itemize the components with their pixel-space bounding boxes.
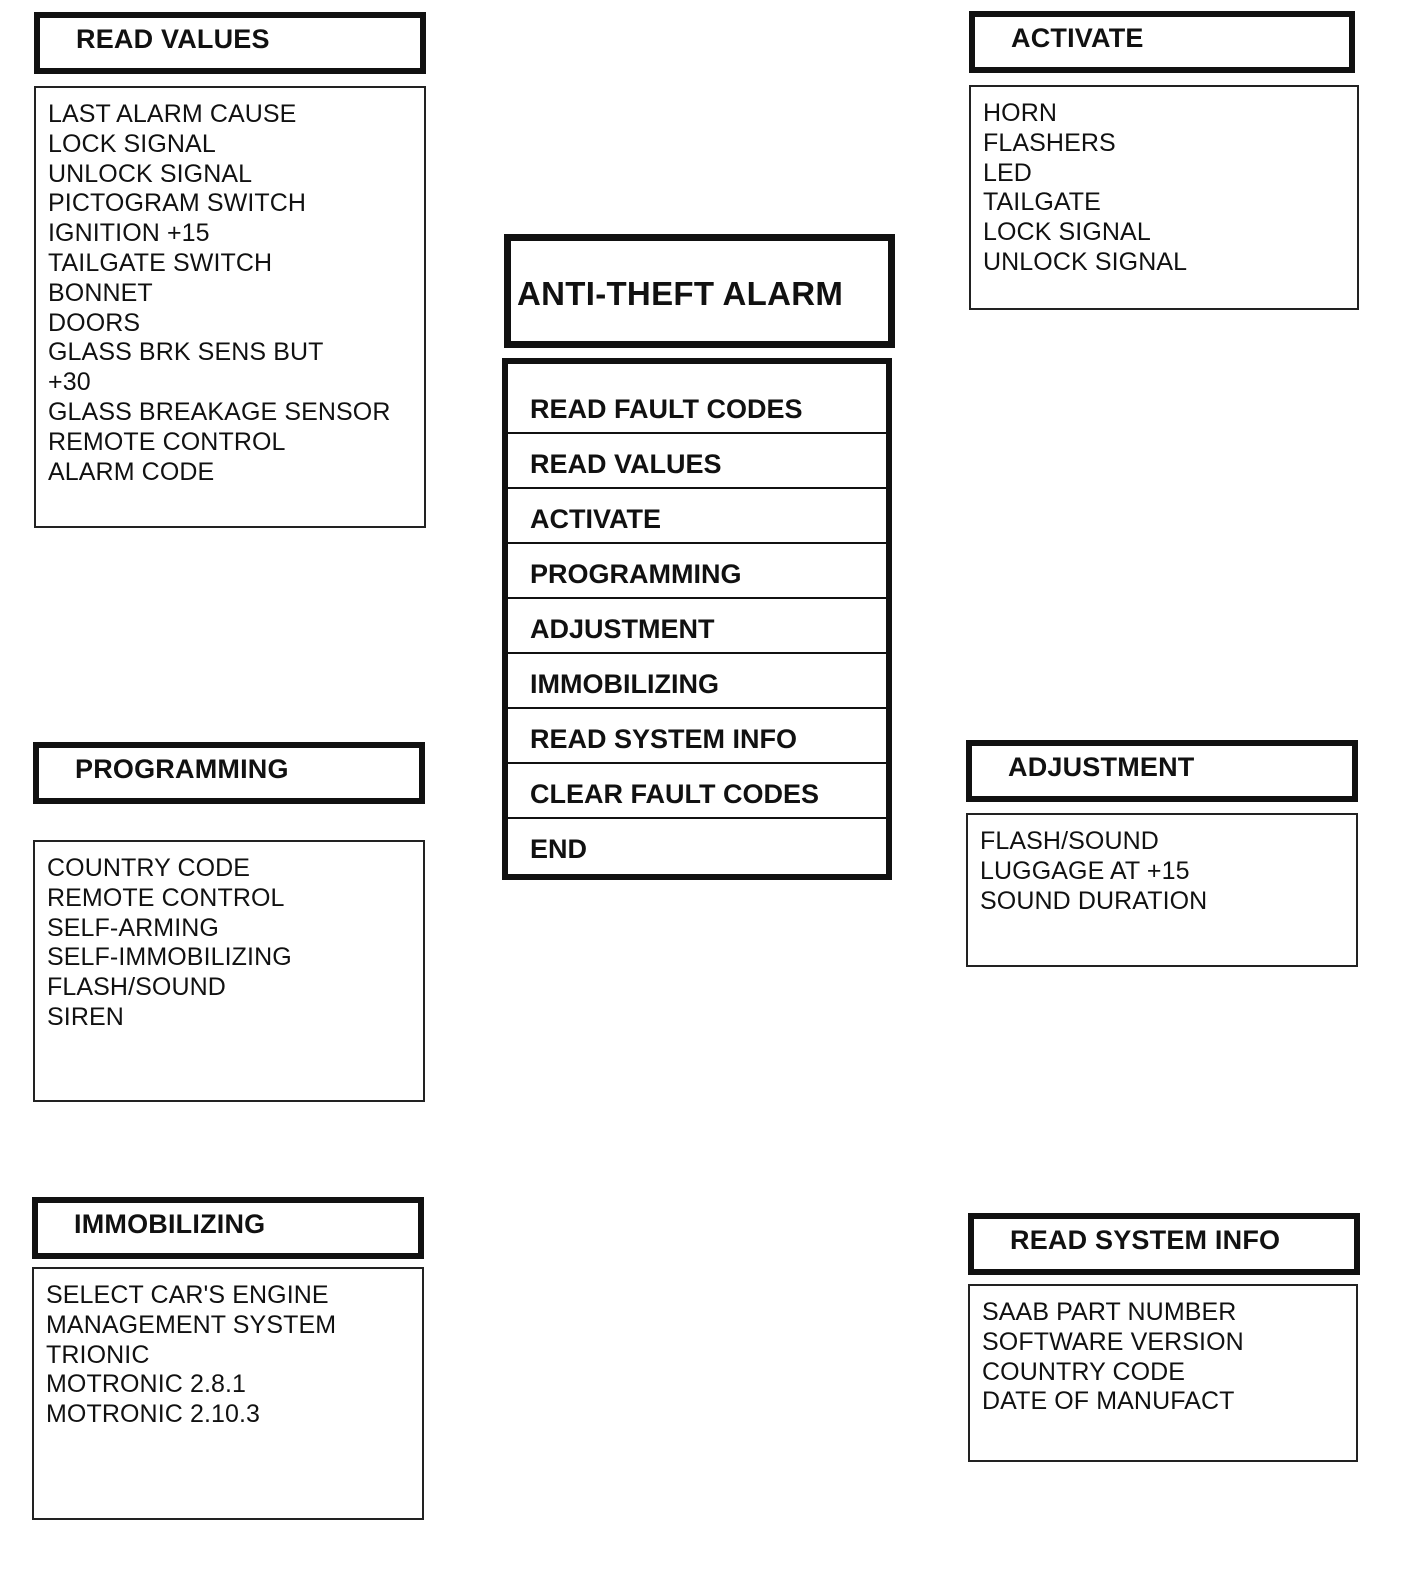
list-item: SOUND DURATION (980, 886, 1208, 915)
list-item: DOORS (48, 308, 141, 337)
activate-list (969, 85, 1359, 310)
list-item: LOCK SIGNAL (48, 129, 216, 158)
list-item: DATE OF MANUFACT (982, 1387, 1235, 1416)
list-item: MOTRONIC 2.10.3 (46, 1400, 261, 1429)
menu-item-read-system-info[interactable]: READ SYSTEM INFO (508, 709, 886, 764)
main-menu (502, 358, 892, 880)
menu-item-adjustment[interactable]: ADJUSTMENT (508, 599, 886, 654)
menu-item-read-values[interactable]: READ VALUES (508, 434, 886, 489)
adjustment-list (966, 813, 1358, 967)
list-item: MOTRONIC 2.8.1 (46, 1370, 247, 1399)
list-item: SOFTWARE VERSION (982, 1327, 1244, 1356)
list-item: BONNET (48, 278, 153, 307)
read-system-info-list (968, 1284, 1358, 1462)
list-item: PICTOGRAM SWITCH (48, 189, 307, 218)
activate-title-box (969, 11, 1355, 73)
list-item: GLASS BREAKAGE SENSOR (48, 397, 391, 426)
menu-item-programming[interactable]: PROGRAMMING (508, 544, 886, 599)
list-item: REMOTE CONTROL (47, 883, 285, 912)
read-values-list (34, 86, 426, 528)
programming-title: PROGRAMMING (75, 754, 289, 784)
immobilizing-list (32, 1267, 424, 1520)
menu-item-activate[interactable]: ACTIVATE (508, 489, 886, 544)
list-item: UNLOCK SIGNAL (48, 159, 253, 188)
list-item: GLASS BRK SENS BUT (48, 338, 324, 367)
list-item: TRIONIC (46, 1340, 150, 1369)
immobilizing-title-box (32, 1197, 424, 1259)
list-item: REMOTE CONTROL (48, 427, 286, 456)
list-item: LUGGAGE AT +15 (980, 856, 1190, 885)
anti-theft-alarm-title-box (504, 234, 895, 348)
menu-item-immobilizing[interactable]: IMMOBILIZING (508, 654, 886, 709)
list-item: ALARM CODE (48, 457, 215, 486)
list-item: LOCK SIGNAL (983, 218, 1151, 247)
menu-item-clear-fault-codes[interactable]: CLEAR FAULT CODES (508, 764, 886, 819)
list-item: COUNTRY CODE (982, 1357, 1186, 1386)
activate-title: ACTIVATE (1011, 23, 1144, 53)
read-values-title-box (34, 12, 426, 74)
list-item: FLASH/SOUND (980, 827, 1159, 855)
list-item: TAILGATE (983, 188, 1101, 217)
adjustment-title-box (966, 740, 1358, 802)
list-item: UNLOCK SIGNAL (983, 247, 1188, 276)
list-item: TAILGATE SWITCH (48, 248, 273, 277)
list-item: LED (983, 158, 1032, 187)
read-system-info-title: READ SYSTEM INFO (1010, 1225, 1281, 1255)
immobilizing-title: IMMOBILIZING (74, 1209, 266, 1239)
list-item: SELF-IMMOBILIZING (47, 943, 292, 972)
list-item: SELECT CAR'S ENGINE (46, 1281, 329, 1309)
programming-list (33, 840, 425, 1102)
list-item: IGNITION +15 (48, 219, 210, 248)
list-item: MANAGEMENT SYSTEM (46, 1310, 337, 1339)
list-item: SELF-ARMING (47, 913, 219, 942)
list-item: COUNTRY CODE (47, 854, 251, 882)
list-item: SAAB PART NUMBER (982, 1298, 1237, 1326)
menu-item-end[interactable]: END (530, 834, 588, 864)
list-item: LAST ALARM CAUSE (48, 100, 297, 128)
programming-title-box (33, 742, 425, 804)
page-title: ANTI-THEFT ALARM (517, 275, 844, 312)
list-item: +30 (48, 368, 91, 397)
read-system-info-title-box (968, 1213, 1360, 1275)
list-item: FLASH/SOUND (47, 973, 226, 1002)
menu-item-read-fault-codes[interactable]: READ FAULT CODES (508, 364, 886, 434)
list-item: HORN (983, 99, 1058, 127)
adjustment-title: ADJUSTMENT (1008, 752, 1195, 782)
read-values-title: READ VALUES (76, 24, 270, 54)
list-item: FLASHERS (983, 128, 1116, 157)
list-item: SIREN (47, 1002, 124, 1031)
